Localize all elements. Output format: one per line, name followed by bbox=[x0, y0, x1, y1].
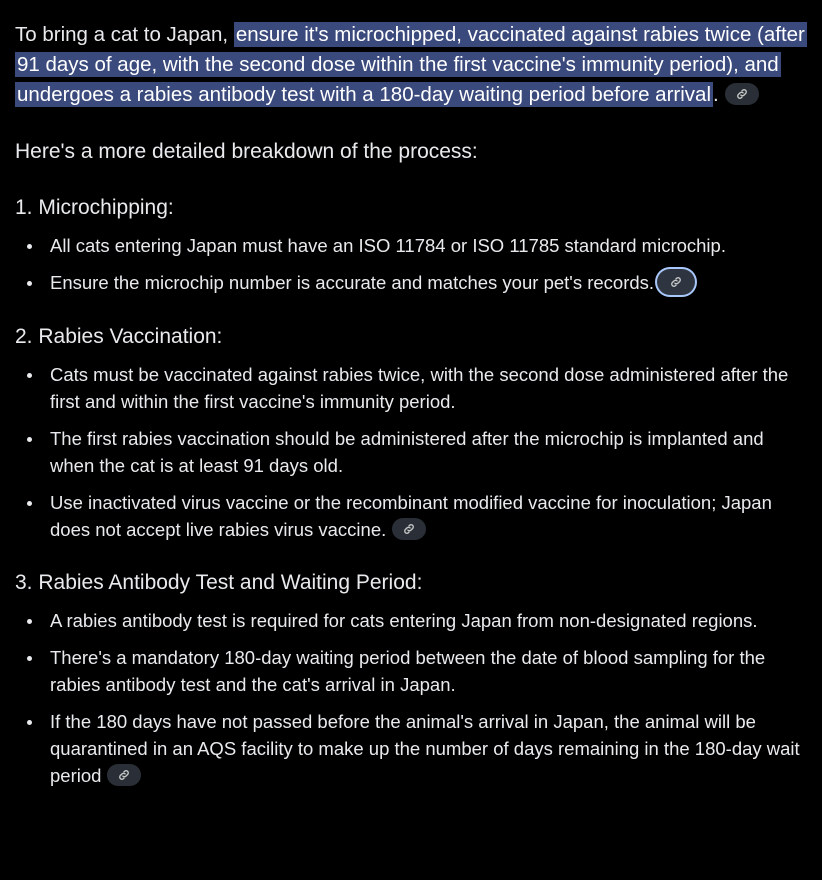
section-title: 1. Microchipping: bbox=[15, 196, 174, 219]
bullet-list bbox=[15, 361, 805, 543]
section-title: 2. Rabies Vaccination: bbox=[15, 325, 223, 349]
list-item: All cats entering Japan must have an ISO 11784 or ISO 11785 standard microchip. bbox=[15, 232, 805, 259]
list-item: There's a mandatory 180-day waiting period between the date of blood sampling for the rabies antibody test and the cat's arrival in Japan. bbox=[15, 644, 805, 698]
list-item: If the 180 days have not passed before the animal's arrival in Japan, the animal will be quarantined in an AQS facility to make up the number of days remaining in the 180-day wait period bbox=[15, 708, 805, 789]
bullet-list bbox=[15, 607, 805, 789]
source-link-button[interactable] bbox=[725, 83, 759, 105]
section-title: 3. Rabies Antibody Test and Waiting Period: bbox=[15, 571, 423, 595]
link-icon bbox=[403, 523, 416, 536]
list-item: Use inactivated virus vaccine or the recombinant modified vaccine for inoculation; Japan does not accept live rabies virus vaccine. bbox=[15, 489, 805, 543]
source-link-button[interactable] bbox=[657, 269, 695, 295]
section-antibody-test bbox=[15, 569, 805, 789]
list-item: A rabies antibody test is required for cats entering Japan from non-designated regions. bbox=[15, 607, 805, 634]
list-item: Cats must be vaccinated against rabies twice, with the second dose administered after the first and within the first vaccine's immunity period. bbox=[15, 361, 805, 415]
source-link-button[interactable] bbox=[392, 518, 426, 540]
answer-content bbox=[15, 20, 805, 789]
list-item: Ensure the microchip number is accurate and matches your pet's records. bbox=[15, 269, 805, 297]
highlighted-summary: ensure it's microchipped, vaccinated against rabies twice (after 91 days of age, with the second dose within the first vaccine's immunity period), and undergoes a rabies antibody test with a 180-day waiting period before arrival bbox=[17, 23, 805, 106]
intro-suffix: . bbox=[713, 83, 719, 106]
link-icon bbox=[118, 769, 131, 782]
bullet-list bbox=[15, 232, 805, 297]
breakdown-heading: Here's a more detailed breakdown of the process: bbox=[15, 140, 478, 163]
link-icon bbox=[670, 276, 683, 289]
intro-prefix: To bring a cat to Japan, bbox=[15, 23, 234, 46]
intro-paragraph bbox=[15, 20, 805, 110]
section-microchipping bbox=[15, 194, 805, 297]
source-link-button[interactable] bbox=[107, 764, 141, 786]
list-item: The first rabies vaccination should be administered after the microchip is implanted and when the cat is at least 91 days old. bbox=[15, 425, 805, 479]
section-rabies-vaccination bbox=[15, 323, 805, 543]
link-icon bbox=[735, 87, 748, 100]
